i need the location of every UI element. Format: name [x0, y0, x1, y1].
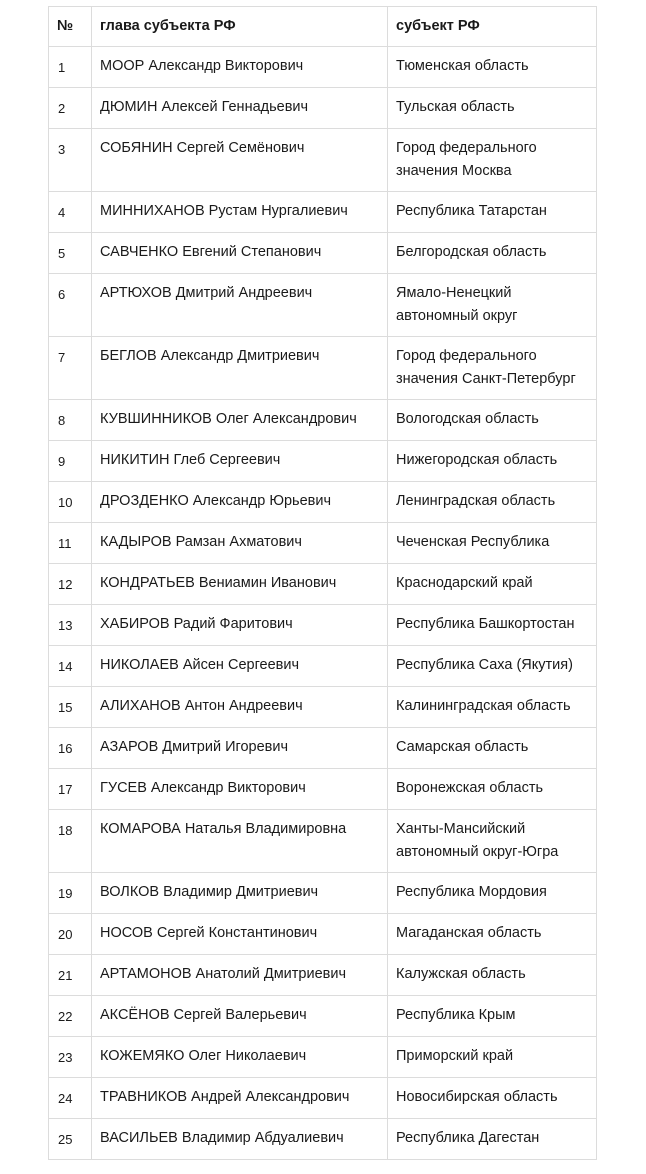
table-row: [49, 646, 597, 687]
row-number: 13: [49, 605, 92, 646]
table-row: [49, 1119, 597, 1160]
table-row: [49, 1078, 597, 1119]
row-number: 15: [49, 687, 92, 728]
head-name-cell: АРТАМОНОВ Анатолий Дмитриевич: [92, 955, 388, 996]
subject-cell: Нижегородская область: [388, 441, 597, 482]
subject-cell: Магаданская область: [388, 914, 597, 955]
table-row: [49, 769, 597, 810]
table-row: [49, 728, 597, 769]
table-row: [49, 914, 597, 955]
subject-cell: Республика Крым: [388, 996, 597, 1037]
head-name-cell: БЕГЛОВ Александр Дмитриевич: [92, 337, 388, 400]
row-number: 22: [49, 996, 92, 1037]
table-row: [49, 955, 597, 996]
table-row: [49, 88, 597, 129]
row-number: 17: [49, 769, 92, 810]
table-row: [49, 192, 597, 233]
row-number: 6: [49, 274, 92, 337]
table-row: [49, 441, 597, 482]
head-name-cell: НИКОЛАЕВ Айсен Сергеевич: [92, 646, 388, 687]
row-number: 8: [49, 400, 92, 441]
head-name-cell: КАДЫРОВ Рамзан Ахматович: [92, 523, 388, 564]
row-number: 16: [49, 728, 92, 769]
subject-cell: Чеченская Республика: [388, 523, 597, 564]
head-name-cell: МИННИХАНОВ Рустам Нургалиевич: [92, 192, 388, 233]
column-header-subject: субъект РФ: [388, 7, 597, 47]
table-header: [49, 7, 597, 47]
table-row: [49, 337, 597, 400]
row-number: 4: [49, 192, 92, 233]
head-name-cell: КОМАРОВА Наталья Владимировна: [92, 810, 388, 873]
table-row: [49, 274, 597, 337]
subject-cell: Приморский край: [388, 1037, 597, 1078]
subject-cell: Тюменская область: [388, 47, 597, 88]
subject-cell: Ямало-Ненецкий автономный округ: [388, 274, 597, 337]
row-number: 11: [49, 523, 92, 564]
table-row: [49, 605, 597, 646]
head-name-cell: ВОЛКОВ Владимир Дмитриевич: [92, 873, 388, 914]
table-row: [49, 482, 597, 523]
subject-cell: Вологодская область: [388, 400, 597, 441]
head-name-cell: ТРАВНИКОВ Андрей Александрович: [92, 1078, 388, 1119]
head-name-cell: АЗАРОВ Дмитрий Игоревич: [92, 728, 388, 769]
head-name-cell: КОЖЕМЯКО Олег Николаевич: [92, 1037, 388, 1078]
row-number: 9: [49, 441, 92, 482]
table-body: [49, 47, 597, 1160]
subject-cell: Республика Дагестан: [388, 1119, 597, 1160]
header-row: [49, 7, 597, 47]
row-number: 1: [49, 47, 92, 88]
row-number: 21: [49, 955, 92, 996]
head-name-cell: ДЮМИН Алексей Геннадьевич: [92, 88, 388, 129]
subject-cell: Калининградская область: [388, 687, 597, 728]
row-number: 23: [49, 1037, 92, 1078]
subject-cell: Город федерального значения Москва: [388, 129, 597, 192]
table-row: [49, 129, 597, 192]
subject-cell: Калужская область: [388, 955, 597, 996]
table-row: [49, 47, 597, 88]
governors-table: [48, 6, 597, 1160]
row-number: 12: [49, 564, 92, 605]
subject-cell: Тульская область: [388, 88, 597, 129]
row-number: 7: [49, 337, 92, 400]
row-number: 14: [49, 646, 92, 687]
head-name-cell: КУВШИННИКОВ Олег Александрович: [92, 400, 388, 441]
row-number: 2: [49, 88, 92, 129]
row-number: 19: [49, 873, 92, 914]
head-name-cell: ДРОЗДЕНКО Александр Юрьевич: [92, 482, 388, 523]
subject-cell: Ханты-Мансийский автономный округ-Югра: [388, 810, 597, 873]
subject-cell: Республика Татарстан: [388, 192, 597, 233]
table-row: [49, 1037, 597, 1078]
subject-cell: Республика Башкортостан: [388, 605, 597, 646]
head-name-cell: АКСЁНОВ Сергей Валерьевич: [92, 996, 388, 1037]
subject-cell: Белгородская область: [388, 233, 597, 274]
head-name-cell: КОНДРАТЬЕВ Вениамин Иванович: [92, 564, 388, 605]
subject-cell: Республика Саха (Якутия): [388, 646, 597, 687]
head-name-cell: ХАБИРОВ Радий Фаритович: [92, 605, 388, 646]
subject-cell: Республика Мордовия: [388, 873, 597, 914]
head-name-cell: САВЧЕНКО Евгений Степанович: [92, 233, 388, 274]
table-row: [49, 810, 597, 873]
row-number: 10: [49, 482, 92, 523]
governors-table-container: [48, 6, 596, 1160]
row-number: 25: [49, 1119, 92, 1160]
table-row: [49, 564, 597, 605]
table-row: [49, 687, 597, 728]
head-name-cell: АРТЮХОВ Дмитрий Андреевич: [92, 274, 388, 337]
table-row: [49, 996, 597, 1037]
head-name-cell: ГУСЕВ Александр Викторович: [92, 769, 388, 810]
row-number: 3: [49, 129, 92, 192]
head-name-cell: МООР Александр Викторович: [92, 47, 388, 88]
column-header-number: №: [49, 7, 92, 47]
head-name-cell: ВАСИЛЬЕВ Владимир Абдуалиевич: [92, 1119, 388, 1160]
subject-cell: Город федерального значения Санкт-Петербург: [388, 337, 597, 400]
table-row: [49, 523, 597, 564]
subject-cell: Краснодарский край: [388, 564, 597, 605]
row-number: 24: [49, 1078, 92, 1119]
subject-cell: Самарская область: [388, 728, 597, 769]
column-header-head: глава субъекта РФ: [92, 7, 388, 47]
table-row: [49, 233, 597, 274]
row-number: 5: [49, 233, 92, 274]
row-number: 20: [49, 914, 92, 955]
table-row: [49, 873, 597, 914]
subject-cell: Новосибирская область: [388, 1078, 597, 1119]
subject-cell: Воронежская область: [388, 769, 597, 810]
table-row: [49, 400, 597, 441]
head-name-cell: АЛИХАНОВ Антон Андреевич: [92, 687, 388, 728]
head-name-cell: НИКИТИН Глеб Сергеевич: [92, 441, 388, 482]
head-name-cell: СОБЯНИН Сергей Семёнович: [92, 129, 388, 192]
row-number: 18: [49, 810, 92, 873]
head-name-cell: НОСОВ Сергей Константинович: [92, 914, 388, 955]
subject-cell: Ленинградская область: [388, 482, 597, 523]
